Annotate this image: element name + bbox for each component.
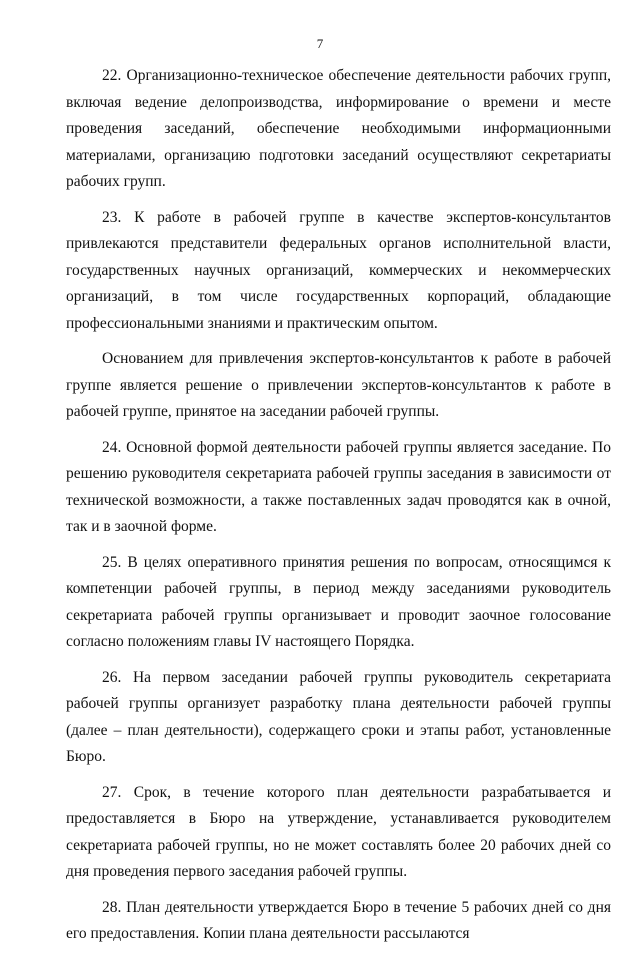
paragraph-27: 27. Срок, в течение которого план деятельности разрабатывается и предоставляется в Бюро на утверждение, устанавливается руководителем секретариата рабочей группы, но не может составлять более 20 рабочих дней со дня проведения первого заседания рабочей группы. <box>66 783 611 880</box>
paragraph-28: 28. План деятельности утверждается Бюро в течение 5 рабочих дней со дня его предоставления. Копии плана деятельности рассылаются <box>66 898 611 942</box>
page-number: 7 <box>316 36 324 51</box>
paragraph-22: 22. Организационно-техническое обеспечение деятельности рабочих групп, включая ведение делопроизводства, информирование о времени и месте проведения заседаний, обеспечение необходимыми информационными материалами, организацию подготовки заседаний осуществляют секретариаты рабочих групп. <box>66 67 611 190</box>
paragraph-23-basis: Основанием для привлечения экспертов-консультантов к работе в рабочей группе является решение о привлечении экспертов-консультантов к работе в рабочей группе, принятое на заседании рабочей группы. <box>66 350 611 420</box>
paragraph-24: 24. Основной формой деятельности рабочей группы является заседание. По решению руководителя секретариата рабочей группы заседания в зависимости от технической возможности, а также поставленных задач проводятся как в очной, так и в заочной форме. <box>66 438 611 535</box>
paragraph-26: 26. На первом заседании рабочей группы руководитель секретариата рабочей группы организует разработку плана деятельности рабочей группы (далее – план деятельности), содержащего сроки и этапы работ, установленные Бюро. <box>66 668 611 765</box>
paragraph-25: 25. В целях оперативного принятия решения по вопросам, относящимся к компетенции рабочей группы, в период между заседаниями руководитель секретариата рабочей группы организывает и проводит заочное голосование согласно положениям главы IV настоящего Порядка. <box>66 553 611 650</box>
paragraph-23: 23. К работе в рабочей группе в качестве экспертов-консультантов привлекаются представители федеральных органов исполнительной власти, государственных научных организаций, коммерческих и некоммерческих организаций, в том числе государственных корпораций, обладающие профессиональными знаниями и практическим опытом. <box>66 208 611 332</box>
document-body <box>66 63 611 957</box>
